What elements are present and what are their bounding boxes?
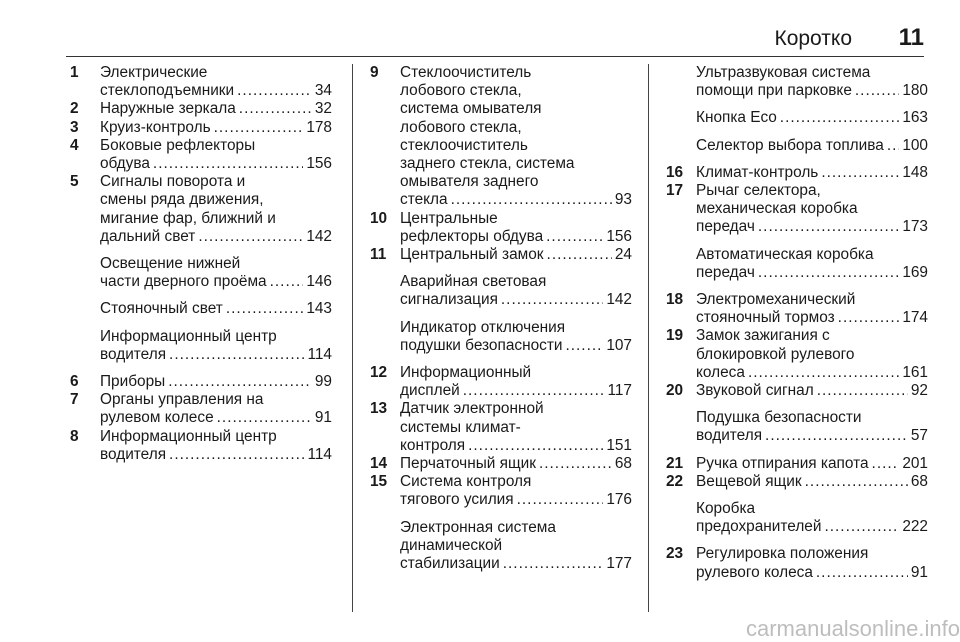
entry-page: 57	[910, 427, 928, 445]
entry-number: 10	[370, 209, 388, 227]
entry-page: 222	[902, 518, 928, 536]
entry-line	[400, 473, 632, 491]
entry-title: стеклоочиститель	[400, 136, 528, 154]
entry-title: динамической	[400, 536, 503, 554]
entry-line	[100, 191, 332, 209]
toc-entry[interactable]	[666, 291, 928, 327]
entry-title: Информационный центр	[100, 327, 277, 345]
leader-dots	[565, 337, 603, 355]
entry-line	[400, 273, 632, 291]
entry-line	[696, 309, 928, 327]
entry-number: 17	[666, 182, 684, 200]
leader-dots	[821, 164, 899, 182]
entry-title: Подушка безопасности	[696, 409, 862, 427]
entry-title: смены ряда движения,	[100, 191, 264, 209]
entry-line	[696, 364, 928, 382]
entry-title: Информационный центр	[100, 427, 277, 445]
toc-entry[interactable]	[370, 400, 632, 455]
entry-page: 176	[606, 491, 632, 509]
entry-page: 151	[606, 436, 632, 454]
entry-title: Рычаг селектора,	[696, 182, 821, 200]
entry-title: обдува	[100, 155, 150, 173]
entry-title: Электрические	[100, 64, 208, 81]
toc-column-2	[370, 64, 632, 573]
entry-page: 92	[910, 382, 928, 400]
column-divider	[352, 64, 353, 612]
entry-title: Органы управления на	[100, 391, 264, 409]
entry-line	[100, 328, 332, 346]
toc-entry[interactable]	[70, 373, 332, 391]
toc-entry[interactable]	[370, 273, 632, 309]
entry-line	[696, 327, 928, 345]
entry-line	[100, 64, 332, 82]
entry-line	[100, 373, 332, 391]
entry-title: предохранителей	[696, 518, 822, 536]
entry-line	[100, 137, 332, 155]
entry-number: 19	[666, 327, 684, 345]
entry-title: Сигналы поворота и	[100, 173, 246, 191]
entry-title: Регулировка положения	[696, 545, 869, 563]
leader-dots	[468, 437, 603, 455]
entry-line	[400, 519, 632, 537]
section-title: Коротко	[774, 27, 852, 50]
entry-title: Боковые рефлекторы	[100, 136, 256, 154]
entry-title: стабилизации	[400, 555, 500, 573]
entry-title: стеклоподъемники	[100, 82, 235, 100]
toc-column-3	[666, 64, 928, 582]
entry-line	[100, 409, 332, 427]
leader-dots	[153, 155, 303, 173]
entry-line	[100, 391, 332, 409]
entry-page: 201	[902, 454, 928, 472]
toc-entry[interactable]	[666, 500, 928, 536]
entry-title: Вещевой ящик	[696, 472, 802, 490]
toc-entry[interactable]	[666, 109, 928, 127]
leader-dots	[517, 491, 604, 509]
leader-dots	[463, 382, 605, 400]
entry-line	[400, 119, 632, 137]
entry-title: заднего стекла, система	[400, 155, 575, 173]
entry-line	[400, 437, 632, 455]
entry-title: системы климат-	[400, 418, 521, 436]
entry-page: 68	[614, 455, 632, 473]
entry-line	[696, 564, 928, 582]
entry-line	[696, 182, 928, 200]
leader-dots	[748, 364, 899, 382]
entry-title: Информационный	[400, 364, 532, 382]
entry-title: Наружные зеркала	[100, 100, 236, 118]
entry-number: 3	[70, 118, 79, 136]
entry-line	[696, 409, 928, 427]
entry-number: 15	[370, 473, 388, 491]
entry-line	[400, 382, 632, 400]
entry-title: водителя	[100, 345, 167, 363]
entry-title: мигание фар, ближний и	[100, 209, 276, 227]
entry-title: механическая коробка	[696, 200, 858, 218]
leader-dots	[226, 300, 303, 318]
entry-number: 9	[370, 64, 379, 81]
leader-dots	[546, 228, 603, 246]
entry-number: 11	[370, 246, 387, 264]
entry-number: 14	[370, 455, 388, 473]
entry-page: 169	[902, 263, 928, 281]
entry-line	[100, 300, 332, 318]
leader-dots	[887, 137, 900, 155]
entry-page: 24	[614, 246, 632, 264]
entry-title: водителя	[696, 427, 763, 445]
entry-title: лобового стекла,	[400, 118, 522, 136]
entry-line	[696, 164, 928, 182]
entry-page: 148	[902, 163, 928, 181]
toc-entry[interactable]	[70, 119, 332, 137]
entry-number: 2	[70, 100, 79, 118]
toc-entry[interactable]	[666, 164, 928, 182]
entry-title: сигнализация	[400, 291, 498, 309]
entry-page: 174	[902, 309, 928, 327]
toc-entry[interactable]	[370, 246, 632, 264]
entry-line	[696, 346, 928, 364]
toc-entry[interactable]	[666, 327, 928, 382]
entry-line	[696, 200, 928, 218]
entry-title: тягового усилия	[400, 491, 514, 509]
entry-line	[100, 173, 332, 191]
entry-page: 99	[314, 373, 332, 391]
entry-title: Кнопка Eco	[696, 109, 777, 127]
toc-entry[interactable]	[666, 137, 928, 155]
leader-dots	[547, 246, 612, 264]
entry-title: Стеклоочиститель	[400, 64, 532, 81]
entry-line	[100, 428, 332, 446]
entry-page: 32	[314, 100, 332, 118]
leader-dots	[765, 427, 908, 445]
entry-line	[100, 119, 332, 137]
entry-line	[696, 455, 928, 473]
entry-number: 12	[370, 364, 388, 382]
entry-line	[400, 210, 632, 228]
entry-title: Замок зажигания с	[696, 327, 830, 345]
toc-entry[interactable]	[666, 473, 928, 491]
leader-dots	[838, 309, 900, 327]
toc-column-1	[70, 64, 332, 464]
leader-dots	[758, 218, 899, 236]
entry-line	[100, 273, 332, 291]
entry-page: 156	[606, 227, 632, 245]
entry-line	[696, 246, 928, 264]
entry-title: передач	[696, 263, 755, 281]
entry-page: 68	[910, 472, 928, 490]
toc-entry[interactable]	[666, 382, 928, 400]
entry-line	[100, 228, 332, 246]
toc-entry[interactable]	[666, 182, 928, 237]
toc-entry[interactable]	[370, 64, 632, 210]
entry-number: 16	[666, 163, 684, 181]
entry-line	[400, 537, 632, 555]
leader-dots	[270, 273, 304, 291]
entry-page: 156	[306, 155, 332, 173]
entry-number: 1	[70, 64, 79, 81]
entry-number: 7	[70, 391, 79, 409]
toc-entry[interactable]	[70, 137, 332, 173]
entry-title: Освещение нижней	[100, 255, 241, 273]
entry-title: колеса	[696, 363, 745, 381]
entry-page: 142	[606, 291, 632, 309]
entry-line	[400, 191, 632, 209]
entry-number: 22	[666, 472, 684, 490]
entry-line	[400, 100, 632, 118]
entry-title: рефлекторы обдува	[400, 227, 544, 245]
entry-title: Селектор выбора топлива	[696, 136, 884, 154]
entry-page: 114	[307, 445, 332, 463]
entry-page: 143	[306, 300, 332, 318]
entry-title: Центральные	[400, 209, 498, 227]
leader-dots	[824, 518, 899, 536]
entry-number: 5	[70, 173, 79, 191]
entry-title: Автоматическая коробка	[696, 245, 874, 263]
entry-line	[100, 346, 332, 364]
entry-page: 107	[606, 336, 632, 354]
entry-line	[400, 337, 632, 355]
toc-entry[interactable]	[70, 100, 332, 118]
entry-title: блокировкой рулевого	[696, 345, 855, 363]
entry-title: Аварийная световая	[400, 273, 547, 291]
entry-line	[696, 64, 928, 82]
entry-title: омывателя заднего	[400, 173, 539, 191]
entry-line	[400, 455, 632, 473]
entry-line	[696, 518, 928, 536]
toc-entry[interactable]	[70, 300, 332, 318]
entry-number: 6	[70, 373, 79, 391]
leader-dots	[239, 100, 312, 118]
entry-line	[696, 82, 928, 100]
leader-dots	[198, 228, 303, 246]
entry-page: 117	[607, 382, 632, 400]
entry-number: 13	[370, 400, 388, 418]
leader-dots	[539, 455, 612, 473]
leader-dots	[501, 291, 603, 309]
entry-title: Коробка	[696, 500, 756, 518]
entry-title: Система контроля	[400, 473, 532, 491]
leader-dots	[237, 82, 312, 100]
leader-dots	[758, 264, 899, 282]
entry-title: дисплей	[400, 382, 460, 400]
entry-title: Ручка отпирания капота	[696, 454, 869, 472]
entry-line	[100, 82, 332, 100]
entry-line	[696, 264, 928, 282]
toc-entry[interactable]	[370, 519, 632, 574]
toc-entry[interactable]	[666, 545, 928, 581]
entry-title: Круиз-контроль	[100, 118, 211, 136]
entry-page: 146	[306, 273, 332, 291]
entry-page: 91	[314, 409, 332, 427]
entry-number: 8	[70, 427, 79, 445]
entry-line	[696, 291, 928, 309]
entry-title: Приборы	[100, 373, 166, 391]
entry-line	[100, 255, 332, 273]
entry-line	[400, 555, 632, 573]
toc-entry[interactable]	[70, 391, 332, 427]
entry-line	[400, 400, 632, 418]
toc-entry[interactable]	[70, 328, 332, 364]
entry-page: 91	[910, 563, 928, 581]
entry-title: контроля	[400, 436, 466, 454]
toc-entry[interactable]	[666, 409, 928, 445]
entry-title: Звуковой сигнал	[696, 382, 814, 400]
page-header	[66, 22, 924, 57]
entry-line	[400, 364, 632, 382]
entry-title: Перчаточный ящик	[400, 455, 536, 473]
entry-title: передач	[696, 218, 755, 236]
leader-dots	[872, 455, 900, 473]
toc-entry[interactable]	[666, 455, 928, 473]
entry-page: 100	[902, 136, 928, 154]
toc-entry[interactable]	[370, 455, 632, 473]
entry-line	[400, 173, 632, 191]
leader-dots	[217, 409, 312, 427]
page-number: 11	[898, 24, 924, 51]
entry-line	[400, 137, 632, 155]
watermark: carmanualsonline.info	[745, 616, 960, 641]
entry-line	[696, 109, 928, 127]
entry-page: 93	[614, 191, 632, 209]
entry-line	[400, 64, 632, 82]
leader-dots	[168, 373, 312, 391]
toc-entry[interactable]	[70, 64, 332, 100]
column-divider	[648, 64, 649, 612]
entry-title: Электромеханический	[696, 291, 856, 309]
entry-page: 177	[606, 555, 632, 573]
leader-dots	[451, 191, 612, 209]
entry-line	[696, 137, 928, 155]
entry-line	[696, 473, 928, 491]
leader-dots	[780, 109, 900, 127]
entry-title: водителя	[100, 445, 167, 463]
entry-title: Индикатор отключения	[400, 318, 566, 336]
entry-title: система омывателя	[400, 100, 542, 118]
toc-entry[interactable]	[70, 428, 332, 464]
toc-entry[interactable]	[70, 173, 332, 246]
toc-entry[interactable]	[370, 210, 632, 246]
entry-title: подушки безопасности	[400, 336, 563, 354]
entry-title: помощи при парковке	[696, 82, 852, 100]
entry-title: Датчик электронной	[400, 400, 544, 418]
entry-title: рулевом колесе	[100, 409, 214, 427]
entry-number: 21	[666, 454, 684, 472]
entry-number: 4	[70, 136, 79, 154]
entry-line	[400, 491, 632, 509]
entry-page: 161	[902, 363, 928, 381]
entry-line	[696, 218, 928, 236]
entry-line	[696, 382, 928, 400]
entry-line	[400, 319, 632, 337]
leader-dots	[817, 382, 908, 400]
toc-entry[interactable]	[370, 473, 632, 509]
entry-line	[100, 100, 332, 118]
entry-line	[696, 545, 928, 563]
entry-line	[400, 246, 632, 264]
entry-page: 173	[902, 218, 928, 236]
leader-dots	[816, 564, 908, 582]
leader-dots	[503, 555, 604, 573]
leader-dots	[169, 346, 304, 364]
leader-dots	[169, 446, 304, 464]
entry-page: 34	[314, 82, 332, 100]
entry-title: стекла	[400, 191, 448, 209]
entry-line	[696, 427, 928, 445]
entry-line	[100, 210, 332, 228]
entry-title: Ультразвуковая система	[696, 64, 871, 81]
leader-dots	[214, 119, 304, 137]
entry-title: рулевого колеса	[696, 563, 813, 581]
entry-line	[400, 228, 632, 246]
toc-entry[interactable]	[370, 364, 632, 400]
entry-page: 163	[902, 109, 928, 127]
entry-number: 20	[666, 382, 684, 400]
entry-line	[400, 82, 632, 100]
leader-dots	[805, 473, 908, 491]
entry-number: 18	[666, 291, 684, 309]
entry-page: 178	[306, 118, 332, 136]
entry-title: стояночный тормоз	[696, 309, 835, 327]
entry-title: Электронная система	[400, 518, 556, 536]
toc-entry[interactable]	[370, 319, 632, 355]
entry-page: 114	[307, 345, 332, 363]
entry-title: части дверного проёма	[100, 273, 267, 291]
entry-title: Климат-контроль	[696, 163, 819, 181]
entry-page: 180	[902, 82, 928, 100]
toc-entry[interactable]	[666, 246, 928, 282]
entry-title: лобового стекла,	[400, 82, 522, 100]
toc-entry[interactable]	[666, 64, 928, 100]
entry-page: 142	[306, 227, 332, 245]
entry-title: дальний свет	[100, 227, 196, 245]
entry-line	[400, 419, 632, 437]
toc-entry[interactable]	[70, 255, 332, 291]
entry-title: Центральный замок	[400, 246, 544, 264]
entry-line	[400, 155, 632, 173]
entry-title: Стояночный свет	[100, 300, 223, 318]
entry-line	[100, 155, 332, 173]
entry-number: 23	[666, 545, 684, 563]
entry-line	[696, 500, 928, 518]
entry-line	[400, 291, 632, 309]
entry-line	[100, 446, 332, 464]
leader-dots	[855, 82, 899, 100]
